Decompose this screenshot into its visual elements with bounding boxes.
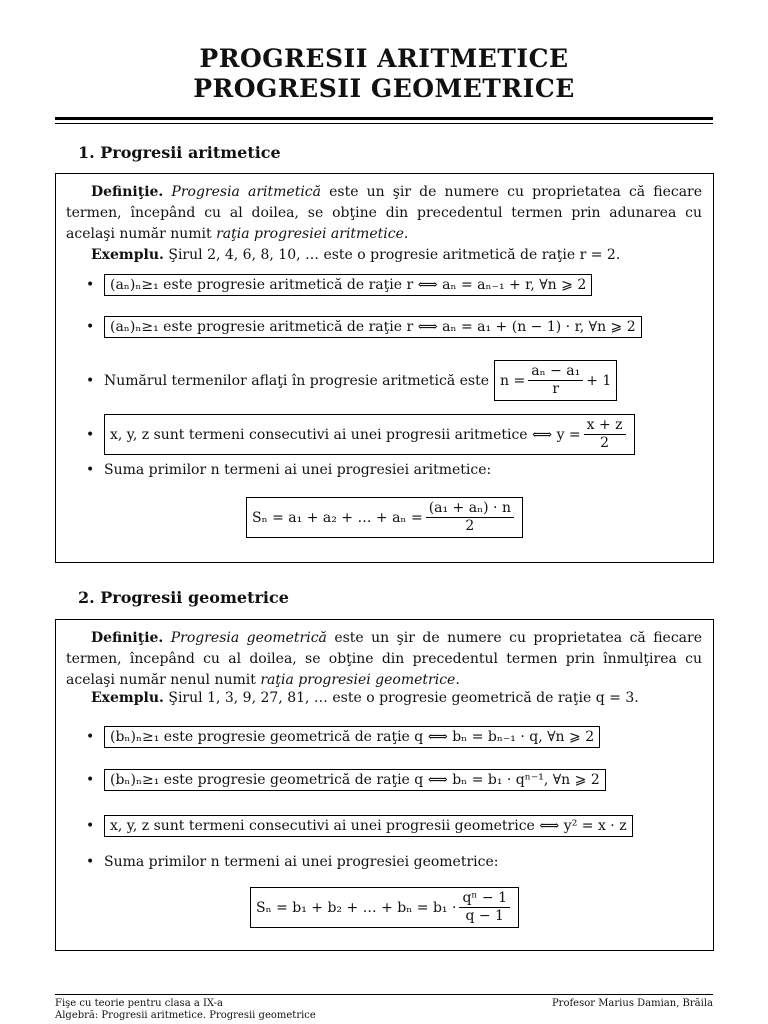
fraction-denominator: 2	[465, 518, 475, 534]
bullet-icon: •	[86, 319, 95, 335]
footer-left-line1: Fişe cu teorie pentru clasa a IX-a	[55, 998, 224, 1009]
definition-term2: raţia progresiei geometrice	[260, 672, 456, 688]
section-heading-geometric: 2. Progresii geometrice	[78, 588, 289, 607]
example-label: Exemplu.	[91, 690, 164, 706]
fraction-numerator: aₙ − a₁	[528, 363, 583, 381]
bullet-icon: •	[86, 729, 95, 745]
definition-text: este un şir de numere cu proprietatea că fiecare termen, începând cu al doilea, se obţine din precedentul termen prin adunarea cu acelaşi număr numit	[66, 184, 703, 242]
definition-term: Progresia geometrică	[170, 630, 327, 646]
bullet-icon: •	[86, 277, 95, 293]
example-label: Exemplu.	[91, 247, 164, 263]
arithmetic-definition: Definiţie. Progresia aritmetică este un şir de numere cu proprietatea că fiecare termen, începând cu al doilea, se obţine din precedentul termen prin adunarea cu acelaşi număr numit raţia progresiei aritmetice.	[66, 184, 703, 242]
section-heading-arithmetic: 1. Progresii aritmetice	[78, 143, 281, 162]
fraction	[528, 363, 583, 398]
definition-label: Definiţie.	[91, 630, 164, 646]
footer-left-line2: Algebră: Progresii aritmetice. Progresii geometrice	[55, 1010, 316, 1021]
fraction	[459, 890, 510, 925]
page-title-line2: PROGRESII GEOMETRICE	[193, 74, 575, 103]
bullet-icon: •	[86, 772, 95, 788]
formula-lhs: n =	[500, 372, 526, 389]
title-rule-thick	[55, 117, 713, 120]
fraction-numerator: x + z	[584, 417, 626, 435]
definition-label: Definiţie.	[91, 184, 164, 200]
title-rule-thin	[55, 123, 713, 124]
formula-box: (aₙ)ₙ≥₁ este progresie aritmetică de raţie r ⟺ aₙ = aₙ₋₁ + r, ∀n ⩾ 2	[104, 274, 592, 296]
formula-box: (aₙ)ₙ≥₁ este progresie aritmetică de raţie r ⟺ aₙ = a₁ + (n − 1) · r, ∀n ⩾ 2	[104, 316, 642, 338]
bullet-icon: •	[86, 426, 95, 443]
footer-right: Profesor Marius Damian, Brăila	[551, 998, 713, 1009]
formula-box: x, y, z sunt termeni consecutivi ai unei progresii geometrice ⟺ y² = x · z	[104, 815, 633, 837]
formula-rhs: + 1	[586, 372, 612, 389]
list-item	[86, 815, 633, 837]
fraction-denominator: q − 1	[465, 908, 504, 924]
example-text: Şirul 2, 4, 6, 8, 10, … este o progresie aritmetică de raţie r = 2.	[168, 247, 621, 263]
bullet-icon: •	[86, 818, 95, 834]
sum-formula-row	[56, 887, 713, 928]
formula-box: (bₙ)ₙ≥₁ este progresie geometrică de raţie q ⟺ bₙ = b₁ · qⁿ⁻¹, ∀n ⩾ 2	[104, 769, 606, 791]
list-item	[86, 462, 491, 478]
sum-formula-box	[250, 887, 519, 928]
definition-term2: raţia progresiei aritmetice	[216, 226, 404, 242]
arithmetic-example	[66, 245, 702, 266]
footer-rule	[55, 994, 713, 995]
sum-formula-box	[246, 497, 523, 538]
formula-lhs: x, y, z sunt termeni consecutivi ai unei progresii aritmetice ⟺ y =	[110, 426, 581, 443]
bullet-icon: •	[86, 854, 95, 870]
geometric-box	[55, 619, 714, 951]
formula-box: (bₙ)ₙ≥₁ este progresie geometrică de raţie q ⟺ bₙ = bₙ₋₁ · q, ∀n ⩾ 2	[104, 726, 600, 748]
arithmetic-box	[55, 173, 714, 563]
fraction	[426, 500, 514, 535]
formula-box	[494, 360, 617, 401]
definition-term: Progresia aritmetică	[171, 184, 321, 200]
list-item	[86, 726, 600, 748]
bullet-icon: •	[86, 462, 95, 478]
definition-text: este un şir de numere cu proprietatea că fiecare termen, începând cu al doilea, se obţine din precedentul termen prin înmulţirea cu acelaşi număr nenul numit	[66, 630, 702, 688]
list-item	[86, 316, 642, 338]
page-title-line1: PROGRESII ARITMETICE	[199, 44, 569, 73]
geometric-example	[66, 688, 702, 709]
list-item	[86, 854, 498, 870]
list-item	[86, 769, 606, 791]
list-item	[86, 274, 592, 296]
bullet-text: Suma primilor n termeni ai unei progresiei aritmetice:	[104, 462, 492, 478]
geometric-definition: Definiţie. Progresia geometrică este un şir de numere cu proprietatea că fiecare termen, începând cu al doilea, se obţine din precedentul termen prin înmulţirea cu acelaşi număr nenul numit raţia progresiei geometrice.	[66, 630, 702, 688]
formula-lhs: Sₙ = b₁ + b₂ + … + bₙ = b₁ ·	[255, 899, 457, 916]
fraction-numerator: qⁿ − 1	[459, 890, 510, 908]
fraction-denominator: r	[552, 381, 560, 397]
bullet-text: Suma primilor n termeni ai unei progresiei geometrice:	[104, 854, 499, 870]
fraction	[584, 417, 626, 452]
list-item	[86, 360, 617, 401]
formula-box	[104, 414, 635, 455]
example-text: Şirul 1, 3, 9, 27, 81, … este o progresie geometrică de raţie q = 3.	[168, 690, 639, 706]
formula-lhs: Sₙ = a₁ + a₂ + … + aₙ =	[252, 509, 423, 526]
bullet-text: Numărul termenilor aflaţi în progresie aritmetică este	[104, 372, 490, 389]
bullet-icon: •	[86, 372, 95, 389]
sum-formula-row	[56, 497, 713, 538]
fraction-denominator: 2	[600, 435, 610, 451]
fraction-numerator: (a₁ + aₙ) · n	[426, 500, 514, 518]
list-item	[86, 414, 635, 455]
